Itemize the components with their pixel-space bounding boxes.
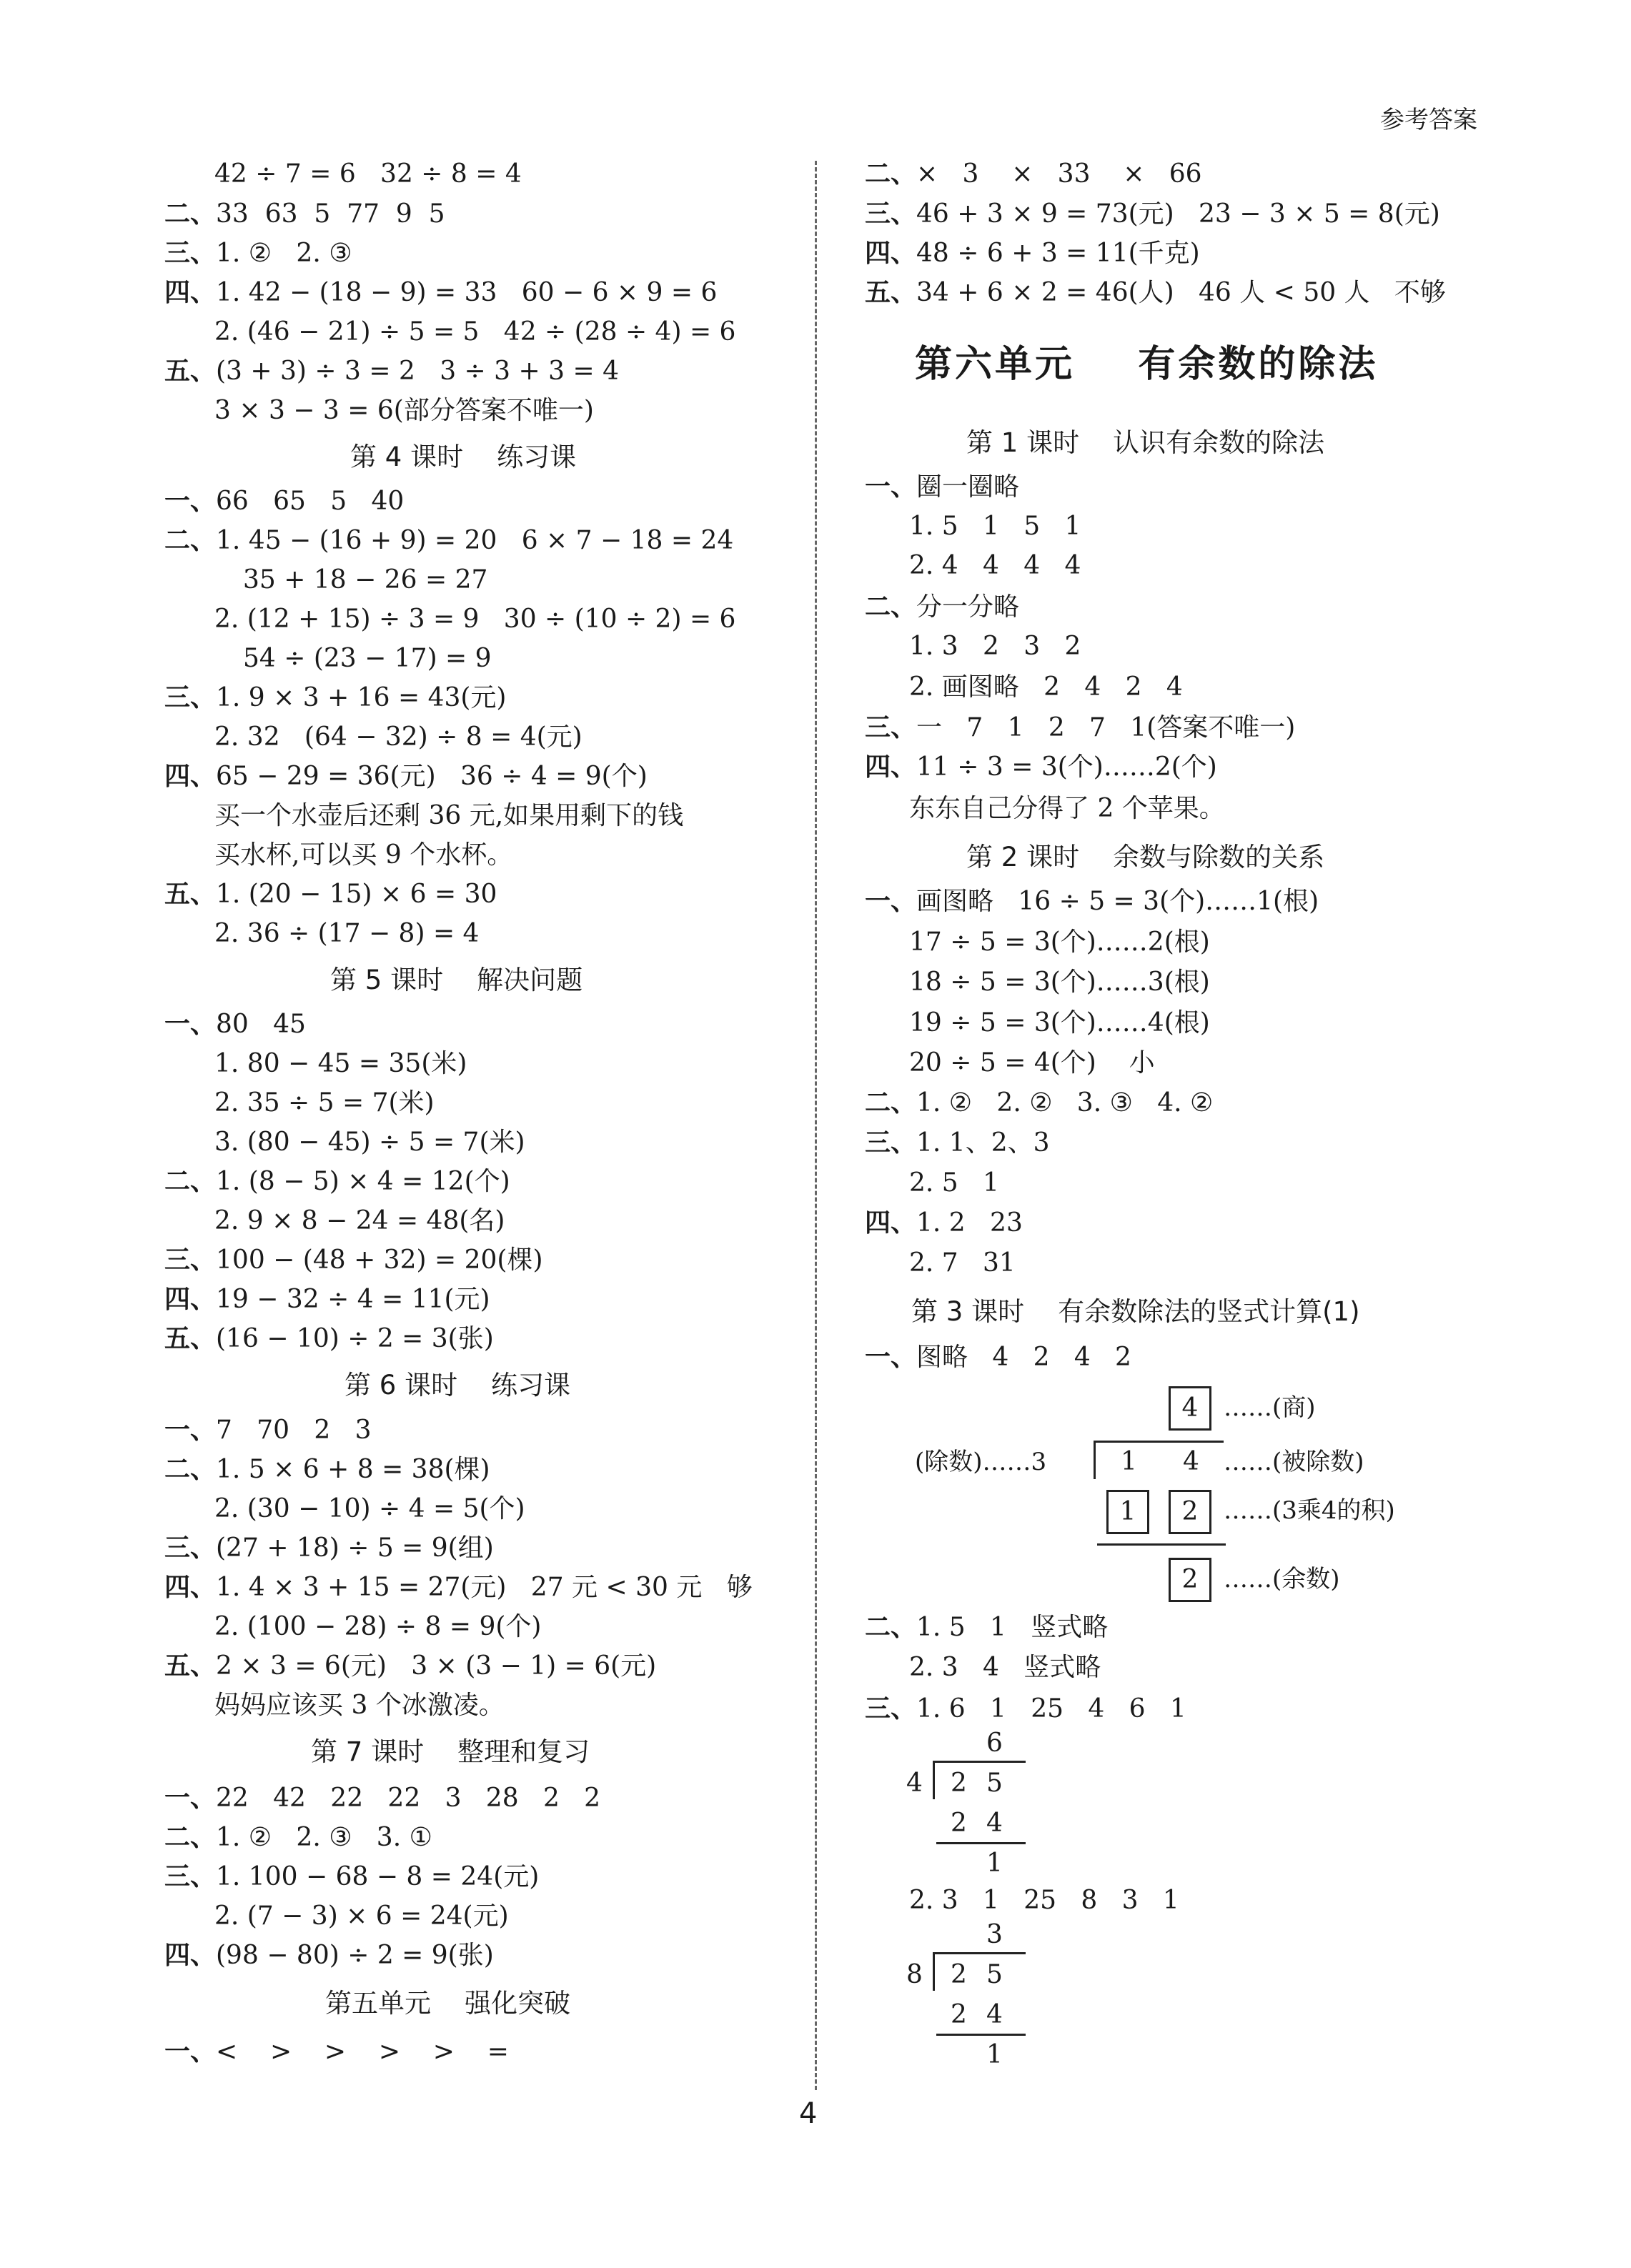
answer-line: 2. 35 ÷ 5 = 7(米) bbox=[214, 1088, 435, 1118]
unit-title: 第六单元 有余数的除法 bbox=[915, 343, 1379, 386]
page-number: 4 bbox=[799, 2097, 818, 2130]
answer-line: 1. 80 − 45 = 35(米) bbox=[214, 1049, 467, 1078]
answer-line: 三、100 − (48 + 32) = 20(棵) bbox=[164, 1245, 543, 1275]
lesson-title: 第 1 课时 认识有余数的除法 bbox=[966, 427, 1325, 458]
answer-line: 2. 9 × 8 − 24 = 48(名) bbox=[214, 1206, 505, 1235]
answer-line: 2. (46 − 21) ÷ 5 = 5 42 ÷ (28 ÷ 4) = 6 bbox=[214, 317, 736, 347]
answer-line: 三、46 + 3 × 9 = 73(元) 23 − 3 × 5 = 8(元) bbox=[865, 199, 1440, 229]
answer-line: 二、1. 5 1 竖式略 bbox=[865, 1613, 1109, 1642]
quotient-digit: 6 bbox=[986, 1729, 1003, 1758]
answer-line: 2. 7 31 bbox=[909, 1248, 1016, 1278]
product-box: 1 bbox=[1106, 1490, 1149, 1534]
answer-line: 三、1. ② 2. ③ bbox=[164, 239, 352, 268]
product-label: ……(3乘4的积) bbox=[1224, 1496, 1395, 1525]
answer-line: 3 × 3 − 3 = 6(部分答案不唯一) bbox=[214, 396, 594, 425]
divisor-label: (除数)……3 bbox=[915, 1448, 1047, 1476]
answer-line: 五、(3 + 3) ÷ 3 = 2 3 ÷ 3 + 3 = 4 bbox=[164, 357, 619, 386]
subtraction-line bbox=[936, 2034, 1026, 2036]
answer-line: 54 ÷ (23 − 17) = 9 bbox=[243, 644, 492, 673]
answer-line: 东东自己分得了 2 个苹果。 bbox=[909, 794, 1225, 823]
answer-line: 18 ÷ 5 = 3(个)……3(根) bbox=[909, 968, 1210, 997]
answer-line: 三、1. 9 × 3 + 16 = 43(元) bbox=[164, 683, 507, 712]
dividend-digit: 5 bbox=[986, 1960, 1003, 1989]
answer-line: 妈妈应该买 3 个冰激凌。 bbox=[214, 1691, 505, 1720]
answer-line: 一、圈一圈略 bbox=[865, 472, 1020, 502]
answer-line: 2. 4 4 4 4 bbox=[909, 551, 1081, 580]
dividend-digit: 5 bbox=[986, 1769, 1003, 1798]
division-bracket bbox=[1094, 1442, 1096, 1479]
answer-line: 一、22 42 22 22 3 28 2 2 bbox=[164, 1784, 601, 1813]
answer-line: 1. 3 2 3 2 bbox=[909, 632, 1081, 661]
answer-line: 二、1. 45 − (16 + 9) = 20 6 × 7 − 18 = 24 bbox=[164, 526, 734, 555]
subtraction-line bbox=[1097, 1543, 1226, 1546]
answer-line: 四、1. 42 − (18 − 9) = 33 60 − 6 × 9 = 6 bbox=[164, 278, 718, 307]
answer-line: 二、1. ② 2. ③ 3. ① bbox=[164, 1823, 432, 1852]
answer-line: 四、(98 − 80) ÷ 2 = 9(张) bbox=[164, 1941, 494, 1970]
answer-line: 一、图略 4 2 4 2 bbox=[865, 1343, 1131, 1372]
answer-line: 20 ÷ 5 = 4(个) 小 bbox=[909, 1048, 1155, 1078]
page-header: 参考答案 bbox=[1380, 106, 1477, 134]
product-digit: 2 bbox=[951, 1809, 967, 1838]
dividend-label: ……(被除数) bbox=[1224, 1448, 1364, 1476]
answer-line: 五、2 × 3 = 6(元) 3 × (3 − 1) = 6(元) bbox=[164, 1651, 657, 1681]
answer-line: 2. (7 − 3) × 6 = 24(元) bbox=[214, 1901, 509, 1931]
answer-line: 四、1. 2 23 bbox=[865, 1208, 1023, 1238]
division-bar bbox=[933, 1761, 1026, 1763]
divisor-digit: 4 bbox=[906, 1769, 923, 1798]
answer-line: 二、1. (8 − 5) × 4 = 12(个) bbox=[164, 1167, 510, 1196]
division-bar bbox=[1094, 1441, 1224, 1443]
lesson-title: 第 2 课时 余数与除数的关系 bbox=[966, 842, 1325, 872]
remainder-box: 2 bbox=[1169, 1558, 1211, 1602]
answer-line: 买一个水壶后还剩 36 元,如果用剩下的钱 bbox=[214, 801, 684, 830]
answer-line: 2. 36 ÷ (17 − 8) = 4 bbox=[214, 919, 480, 948]
answer-line: 二、1. ② 2. ② 3. ③ 4. ② bbox=[865, 1088, 1214, 1118]
answer-line: 二、33 63 5 77 9 5 bbox=[164, 199, 445, 229]
dividend-digit: 2 bbox=[951, 1960, 967, 1989]
lesson-title: 第 3 课时 有余数除法的竖式计算(1) bbox=[911, 1296, 1360, 1327]
quotient-box: 4 bbox=[1169, 1386, 1211, 1431]
answer-line: 五、(16 − 10) ÷ 2 = 3(张) bbox=[164, 1324, 494, 1353]
dividend-digit: 1 bbox=[1121, 1447, 1137, 1476]
answer-line: 四、48 ÷ 6 + 3 = 11(千克) bbox=[865, 239, 1200, 268]
lesson-title: 第 6 课时 练习课 bbox=[344, 1370, 571, 1401]
answer-line: 一、66 65 5 40 bbox=[164, 487, 405, 516]
answer-line: 三、1. 6 1 25 4 6 1 bbox=[865, 1694, 1186, 1724]
product-digit: 4 bbox=[986, 2000, 1003, 2029]
product-box: 2 bbox=[1169, 1490, 1211, 1534]
division-bracket bbox=[933, 1762, 935, 1799]
answer-line: 2. 32 (64 − 32) ÷ 8 = 4(元) bbox=[214, 722, 582, 752]
answer-line: 三、1. 100 − 68 − 8 = 24(元) bbox=[164, 1862, 540, 1891]
answer-line: 2. (100 − 28) ÷ 8 = 9(个) bbox=[214, 1612, 542, 1641]
lesson-title: 第五单元 强化突破 bbox=[325, 1988, 571, 2019]
answer-line: 四、11 ÷ 3 = 3(个)……2(个) bbox=[865, 752, 1217, 782]
answer-line: 二、分一分略 bbox=[865, 592, 1020, 622]
answer-line: 一、画图略 16 ÷ 5 = 3(个)……1(根) bbox=[865, 887, 1319, 916]
answer-line: 3. (80 − 45) ÷ 5 = 7(米) bbox=[214, 1128, 525, 1157]
divisor-digit: 8 bbox=[906, 1960, 923, 1989]
answer-line: 一、7 70 2 3 bbox=[164, 1416, 372, 1445]
answer-line: 买水杯,可以买 9 个水杯。 bbox=[214, 840, 513, 870]
answer-line: 2. (30 − 10) ÷ 4 = 5(个) bbox=[214, 1494, 525, 1523]
lesson-title: 第 4 课时 练习课 bbox=[350, 442, 577, 472]
column-divider bbox=[815, 161, 817, 2090]
answer-line: 2. 3 1 25 8 3 1 bbox=[909, 1886, 1179, 1915]
answer-line: 四、65 − 29 = 36(元) 36 ÷ 4 = 9(个) bbox=[164, 762, 648, 791]
answer-line: 2. (12 + 15) ÷ 3 = 9 30 ÷ (10 ÷ 2) = 6 bbox=[214, 605, 736, 634]
remainder-digit: 1 bbox=[986, 2040, 1003, 2069]
lesson-title: 第 5 课时 解决问题 bbox=[330, 965, 583, 995]
division-bracket bbox=[933, 1954, 935, 1991]
answer-line: 2. 5 1 bbox=[909, 1168, 999, 1198]
quotient-label: ……(商) bbox=[1224, 1393, 1316, 1422]
answer-line: 二、× 3 × 33 × 66 bbox=[865, 159, 1202, 189]
answer-line: 三、一 7 1 2 7 1(答案不唯一) bbox=[865, 713, 1296, 742]
answer-line: 四、19 − 32 ÷ 4 = 11(元) bbox=[164, 1285, 490, 1314]
answer-line: 四、1. 4 × 3 + 15 = 27(元) 27 元 < 30 元 够 bbox=[164, 1573, 753, 1602]
answer-line: 35 + 18 − 26 = 27 bbox=[243, 565, 488, 595]
answer-line: 二、1. 5 × 6 + 8 = 38(棵) bbox=[164, 1455, 490, 1484]
dividend-digit: 4 bbox=[1183, 1447, 1199, 1476]
answer-line: 17 ÷ 5 = 3(个)……2(根) bbox=[909, 927, 1210, 957]
answer-line: 五、34 + 6 × 2 = 46(人) 46 人 < 50 人 不够 bbox=[865, 278, 1446, 307]
answer-line: 三、(27 + 18) ÷ 5 = 9(组) bbox=[164, 1533, 494, 1563]
answer-line: 19 ÷ 5 = 3(个)……4(根) bbox=[909, 1008, 1210, 1038]
lesson-title: 第 7 课时 整理和复习 bbox=[311, 1736, 590, 1767]
division-bar bbox=[933, 1952, 1026, 1954]
answer-line: 三、1. 1、2、3 bbox=[865, 1128, 1050, 1158]
answer-line: 2. 画图略 2 4 2 4 bbox=[909, 672, 1183, 702]
product-digit: 2 bbox=[951, 2000, 967, 2029]
answer-line: 一、80 45 bbox=[164, 1010, 306, 1039]
answer-line: 2. 3 4 竖式略 bbox=[909, 1653, 1101, 1682]
remainder-digit: 1 bbox=[986, 1849, 1003, 1878]
answer-line: 1. 5 1 5 1 bbox=[909, 512, 1081, 541]
answer-line: 五、1. (20 − 15) × 6 = 30 bbox=[164, 880, 497, 909]
dividend-digit: 2 bbox=[951, 1769, 967, 1798]
quotient-digit: 3 bbox=[986, 1920, 1003, 1949]
answer-line: 一、< > > > > = bbox=[164, 2037, 509, 2066]
subtraction-line bbox=[936, 1842, 1026, 1844]
product-digit: 4 bbox=[986, 1809, 1003, 1838]
answer-line: 42 ÷ 7 = 6 32 ÷ 8 = 4 bbox=[214, 159, 522, 189]
remainder-label: ……(余数) bbox=[1224, 1565, 1340, 1593]
